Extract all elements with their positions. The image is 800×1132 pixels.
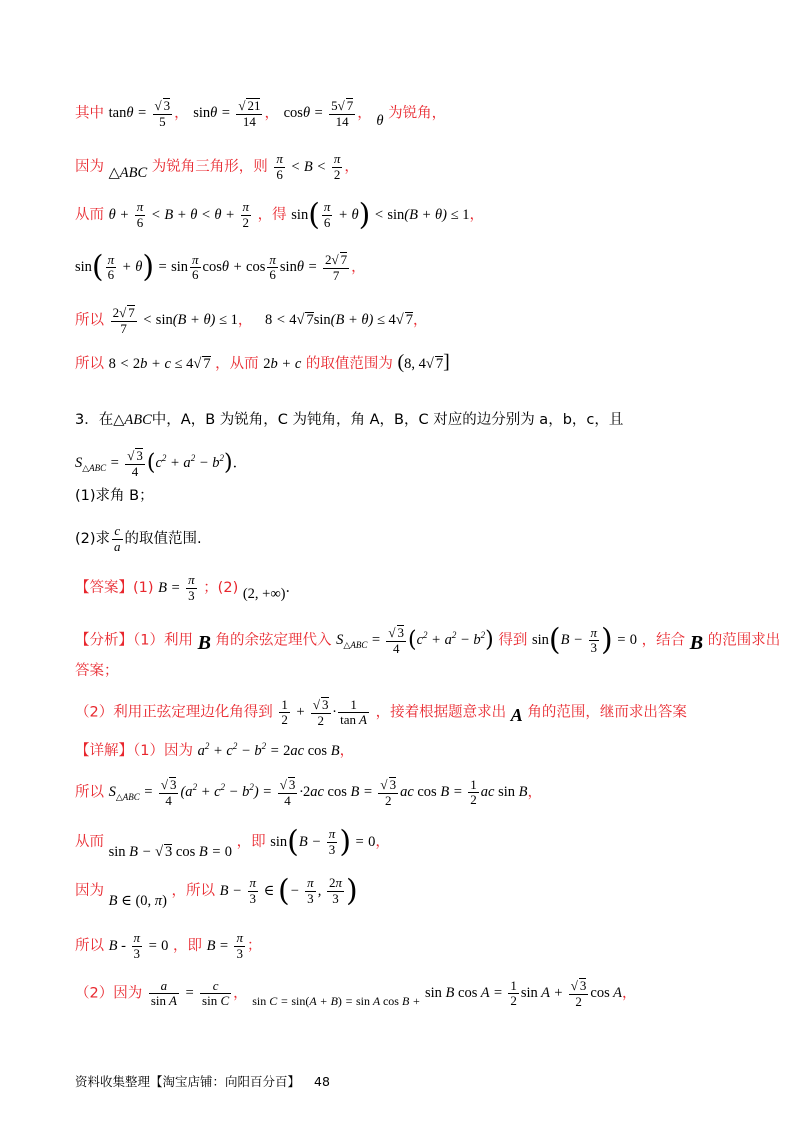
text-detail6-a: （2）因为 [75, 985, 143, 1002]
math-bold-a: A [510, 705, 523, 726]
line-final-range [75, 352, 450, 372]
text-acute-triangle: 为锐角三角形，则 [151, 158, 268, 175]
math-b-shift-interval: B − $\frac{\pi}{3}$ ∈ (− $\frac{\pi}{3}$ , $\frac{2\pi}{3}$ ) [219, 873, 358, 909]
math-2b-c-range: 8 < 2b + c ≤ 4√ 7 [108, 356, 211, 372]
analysis-line-2 [75, 664, 119, 679]
text-analysis-a: 【分析】（1）利用 [75, 632, 193, 649]
text-q3-part2-b: 的取值范围. [124, 530, 202, 547]
text-suoyi-2: 所以 [75, 356, 104, 372]
question-3-part1 [75, 489, 154, 504]
math-area-derivation: $S_{\triangle ABC}$ = $\frac{√ 3}{4}$ $(a^2 + c^2 - b^2)$ = $\frac{√ 3}{4}$ ·2ac cos B = $\frac{√ 3}{2}$ ac cos B = $\frac{1}{2}$ ac sin B [108, 776, 528, 808]
detail-line-4 [75, 873, 358, 909]
math-bold-b: B [197, 632, 211, 655]
text-detail-a: 【详解】（1）因为 [75, 742, 193, 759]
text-q3-part1: (1)求角 B； [75, 488, 154, 504]
answer-line: 【答案】(1) B = $\frac{\pi}{3}$ ；(2) (2, +∞)． [75, 572, 301, 603]
math-sin-theta: sinθ = $\frac{√ 21}{14}$ [193, 98, 261, 129]
text-q3-number: 3．在 [75, 412, 114, 428]
text-analysis-c: 得到 [498, 632, 528, 649]
math-bold-b-2: B [689, 632, 704, 655]
text-answer-2: ；(2) [203, 579, 239, 596]
detail-line-3: 从而 sin B − √ 3 cos B = 0 ，即 sin(B − $\frac{\pi}{3}$ ) = 0， [75, 824, 390, 860]
math-sin-c-expansion: sin C = sin(A + B) = sin A cos B + [252, 994, 421, 1009]
math-sin-b-minus: sin(B − $\frac{\pi}{3}$ ) = 0 [270, 824, 376, 860]
text-detail2-a: 所以 [75, 784, 104, 801]
math-analysis-area: $S_{\triangle ABC}$ = $\frac{√ 3}{4}$ $(c^2 + a^2 - b^2)$ [336, 625, 494, 656]
math-2b-c: 2b + c [263, 356, 302, 372]
math-triangle-abc: △ABC [108, 164, 148, 181]
text-de: ，得 [257, 206, 287, 223]
text-analysis2-b: ，接着根据题意求出 [375, 704, 507, 721]
math-cosine-law: $a^2 + c^2 - b^2 = 2ac$ cos B [197, 741, 340, 759]
math-sin-b-cos-a: sin B cos A = $\frac{1}{2}$ sin A + $\frac{√ 3}{2}$ cos A [424, 977, 622, 1009]
text-answer: 【答案】(1) [75, 579, 154, 596]
detail-line-2: 所以 $S_{\triangle ABC}$ = $\frac{√ 3}{4}$ $(a^2 + c^2 - b^2)$ = $\frac{√ 3}{4}$ ·2ac cos B = $\frac{√ 3}{2}$ ac cos B = $\frac{1}{2}$ ac sin B， [75, 776, 542, 808]
text-analysis-d: ，结合 [641, 632, 686, 649]
text-analysis-f: 答案； [75, 663, 119, 679]
text-q3-body: 中，A，B 为锐角，C 为钝角，角 A，B，C 对应的边分别为 a，b，c，且 [151, 412, 624, 428]
math-cos-theta: cosθ = $\frac{5√ 7}{14}$ [283, 98, 354, 129]
math-b-equals: B = $\frac{\pi}{3}$ [206, 930, 243, 961]
math-sin-sum: sin( $\frac{\pi}{6}$ + θ) = sin $\frac{\pi}{6}$ cosθ + cos $\frac{\pi}{6}$ sinθ = $\frac{2√ 7}{7}$ [75, 249, 348, 285]
question-3-part2 [75, 524, 202, 555]
math-theta: θ [376, 113, 384, 130]
text-q3-part2-a: (2)求 [75, 530, 111, 547]
math-triangle-abc-2: △ABC [113, 412, 152, 428]
text-detail5-b: ，即 [172, 937, 202, 954]
text-detail3-a: 从而 [75, 833, 104, 850]
text-suoyi-1: 所以 [75, 312, 104, 329]
math-sinb-eq: sin B − √ 3 cos B = 0 [108, 843, 233, 860]
detail-line-1: 【详解】（1）因为 $a^2 + c^2 - b^2 = 2ac$ cos B， [75, 741, 355, 759]
math-tan-theta: tanθ = $\frac{√ 3}{5}$ [108, 98, 171, 129]
math-analysis2: $\frac{1}{2}$ + $\frac{√ 3}{2}$ · $\frac{1}{\text{tan A}}$ [281, 696, 368, 728]
line-theta-bounds: 从而 θ + $\frac{\pi}{6}$ < B + θ < θ + $\frac{\pi}{2}$ ，得 sin( $\frac{\pi}{6}$ + θ) < sin(B + θ) ≤ 1， [75, 197, 484, 233]
question-3-stem [75, 413, 623, 428]
text-range-is: 的取值范围为 [305, 356, 393, 372]
analysis-line-1 [75, 622, 781, 658]
text-congershi: 从而 [75, 206, 104, 223]
footer-text: 资料收集整理【淘宝店铺：向阳百分百】 [75, 1074, 301, 1089]
math-sin-bounds: $\frac{2√ 7}{7}$ < sin(B + θ) ≤ 1 [112, 305, 238, 336]
math-interval: (8, 4√ 7] [397, 351, 450, 373]
line-range-sin: 所以 $\frac{2√ 7}{7}$ < sin(B + θ) ≤ 1， 8 < 4√ 7sin(B + θ) ≤ 4√ 7， [75, 305, 428, 336]
text-analysis2-c: 角的范围，继而求出答案 [527, 704, 687, 721]
math-b-minus-zero: B - $\frac{\pi}{3}$ = 0 [108, 930, 169, 961]
math-inequality: θ + $\frac{\pi}{6}$ < B + θ < θ + $\frac{\pi}{2}$ [108, 199, 250, 230]
math-b-interval: B ∈ (0, π) [108, 892, 167, 909]
math-sine-law: $\frac{a}{\text{sin A}}$ = $\frac{c}{\text{sin C}}$ [150, 977, 230, 1009]
analysis-line-3 [75, 697, 687, 729]
detail-line-5: 所以 B - $\frac{\pi}{3}$ = 0 ，即 B = $\frac{\pi}{3}$ ； [75, 930, 262, 961]
math-area-formula: $S_{\triangle ABC}$ = $\frac{√ 3}{4}$ $(c^2 + a^2 - b^2)$ [75, 448, 233, 479]
math-analysis-sin: sin(B − $\frac{\pi}{3}$ ) = 0 [531, 622, 638, 658]
text-analysis2-a: （2）利用正弦定理边化角得到 [75, 704, 273, 721]
page-number: 48 [314, 1074, 330, 1089]
text-detail4-b: ，所以 [171, 882, 216, 899]
text-congershi-2: ，从而 [215, 356, 259, 372]
page-footer [75, 1072, 330, 1090]
text-detail3-b: ，即 [236, 833, 266, 850]
text-detail5-a: 所以 [75, 937, 104, 954]
question-3-area: $S_{\triangle ABC}$ = $\frac{√ 3}{4}$ $(c^2 + a^2 - b^2)$． [75, 448, 248, 479]
math-sin-inequality: sin( $\frac{\pi}{6}$ + θ) < sin(B + θ) ≤ 1 [291, 197, 470, 233]
text-yinwei: 因为 [75, 158, 104, 175]
detail-line-6: （2）因为 $\frac{a}{\text{sin A}}$ = $\frac{c}{\text{sin C}}$ ， $_{sin C = sin(A + B) = sin A cos B +}$ sin B cos A = $\frac{1}{2}$ sin A + $\frac{√ 3}{2}$ cos A， [75, 977, 637, 1009]
text-analysis-e: 的范围求出 [707, 632, 781, 649]
line-acute-triangle: 因为 △ABC 为锐角三角形，则 $\frac{\pi}{6}$ < B < $\frac{\pi}{2}$ ， [75, 151, 359, 182]
math-scaled-bounds: 8 < 4√ 7sin(B + θ) ≤ 4√ 7 [264, 312, 414, 329]
line-theta-values: 其中 tanθ = $\frac{√ 3}{5}$ ， sinθ = $\frac{√ 21}{14}$ ， cosθ = $\frac{5√ 7}{14}$ ， θ 为锐角， [75, 98, 447, 130]
text-qizhong: 其中 [75, 105, 104, 122]
math-c-over-a: $\frac{c}{a}$ [114, 523, 121, 554]
text-acute: 为锐角， [388, 105, 447, 122]
line-sin-expansion: sin( $\frac{\pi}{6}$ + θ) = sin $\frac{\pi}{6}$ cosθ + cos $\frac{\pi}{6}$ sinθ = $\frac{2√ 7}{7}$ ， [75, 249, 366, 285]
math-b-range: $\frac{\pi}{6}$ < B < $\frac{\pi}{2}$ [276, 151, 341, 182]
math-answer-b: B = $\frac{\pi}{3}$ [158, 572, 195, 603]
math-answer-range: (2, +∞) [242, 585, 286, 602]
text-analysis-b: 角的余弦定理代入 [215, 632, 332, 649]
text-detail4-a: 因为 [75, 882, 104, 899]
